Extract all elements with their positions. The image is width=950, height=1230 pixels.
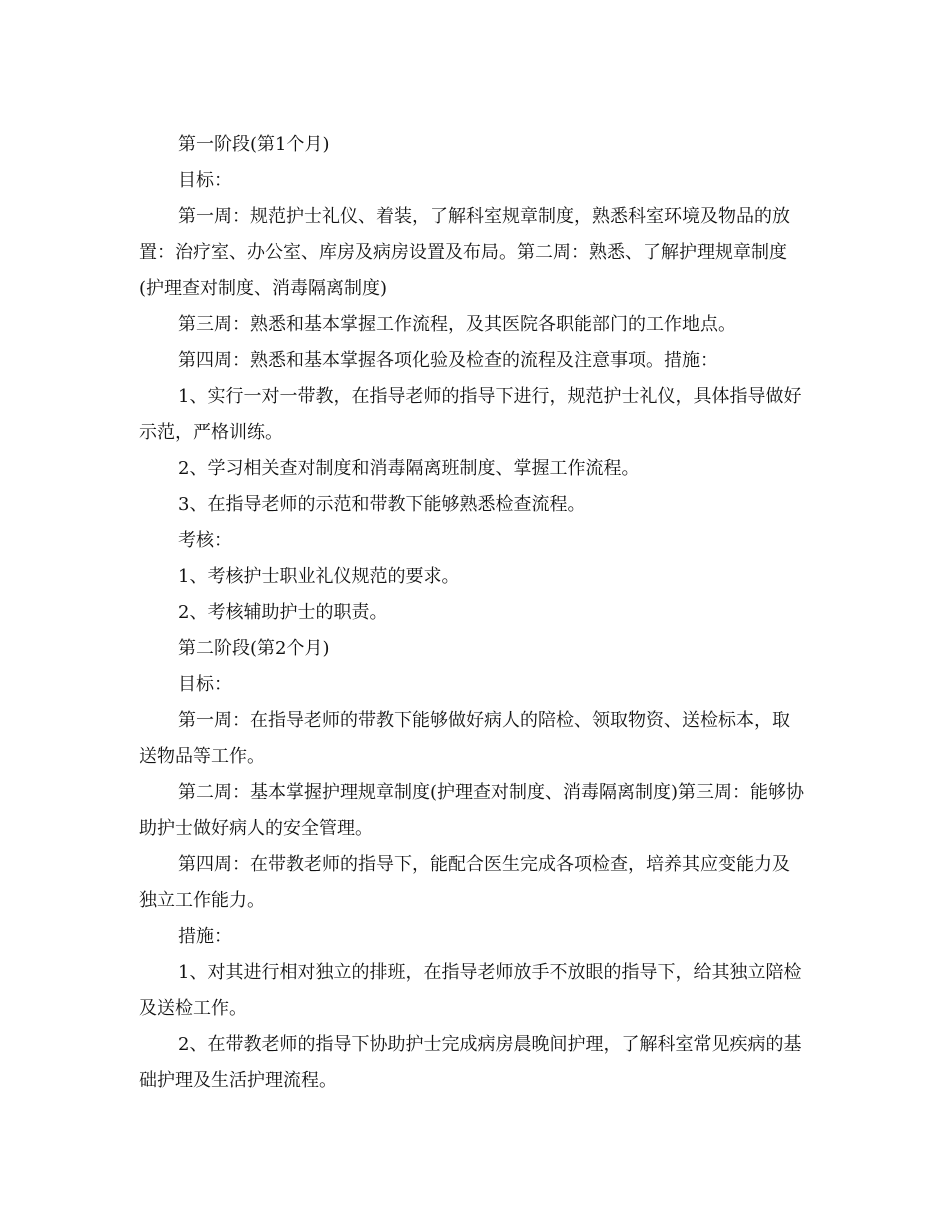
paragraph: 1、对其进行相对独立的排班，在指导老师放手不放眼的指导下，给其独立陪检及送检工作。 [139,962,802,1019]
paragraph: 1、考核护士职业礼仪规范的要求。 [178,566,460,587]
phase-two-heading: 第二阶段(第2个月) [178,638,330,659]
document-body [139,127,807,1099]
paragraph: 2、考核辅助护士的职责。 [178,602,388,623]
paragraph: 考核： [178,530,232,551]
paragraph: 第四周：在带教老师的指导下，能配合医生完成各项检查，培养其应变能力及独立工作能力。 [139,854,790,911]
paragraph: 2、学习相关查对制度和消毒隔离班制度、掌握工作流程。 [178,458,640,479]
paragraph: 第一周：规范护士礼仪、着装，了解科室规章制度，熟悉科室环境及物品的放置：治疗室、办公室、库房及病房设置及布局。第二周：熟悉、了解护理规章制度(护理查对制度、消毒隔离制度) [139,206,790,299]
phase-one-heading: 第一阶段(第1个月) [178,134,330,155]
paragraph: 1、实行一对一带教，在指导老师的指导下进行，规范护士礼仪，具体指导做好示范，严格训练。 [139,386,802,443]
paragraph: 3、在指导老师的示范和带教下能够熟悉检查流程。 [178,494,586,515]
paragraph: 第二周：基本掌握护理规章制度(护理查对制度、消毒隔离制度)第三周：能够协助护士做好病人的安全管理。 [139,782,805,839]
paragraph: 措施： [178,926,232,947]
paragraph: 第一周：在指导老师的带教下能够做好病人的陪检、领取物资、送检标本，取送物品等工作。 [139,710,790,767]
paragraph: 第三周：熟悉和基本掌握工作流程，及其医院各职能部门的工作地点。 [178,314,736,335]
paragraph: 第四周：熟悉和基本掌握各项化验及检查的流程及注意事项。措施： [178,350,718,371]
paragraph: 目标： [178,674,232,695]
paragraph: 目标： [178,170,232,191]
paragraph: 2、在带教老师的指导下协助护士完成病房晨晚间护理，了解科室常见疾病的基础护理及生活护理流程。 [139,1034,802,1091]
